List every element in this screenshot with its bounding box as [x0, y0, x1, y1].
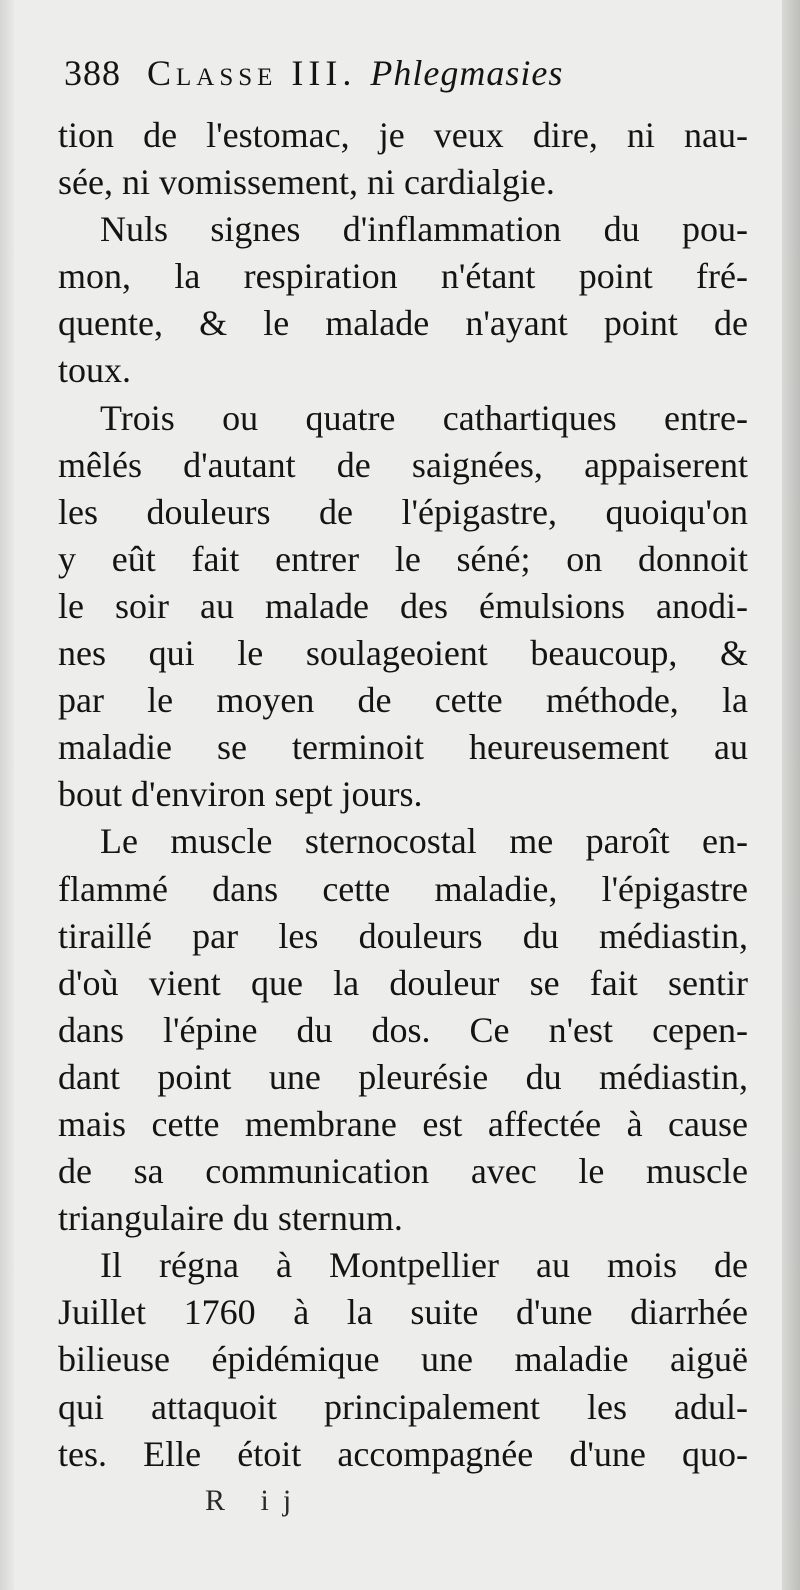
text-line: triangulaire du sternum. — [58, 1198, 403, 1239]
text-line: nes qui le soulageoient beaucoup, & — [58, 633, 748, 674]
text-line: mon, la respiration n'étant point fré- — [58, 256, 748, 297]
text-line: Trois ou quatre cathartiques entre- — [100, 397, 748, 438]
text-line: de sa communication avec le muscle — [58, 1151, 748, 1192]
text-line: Juillet 1760 à la suite d'une diarrhée — [58, 1292, 748, 1333]
text-line: d'où vient que la douleur se fait sentir — [58, 962, 748, 1003]
text-line: y eût fait entrer le séné; on donnoit — [58, 538, 748, 579]
text-line: mais cette membrane est affectée à cause — [58, 1103, 748, 1144]
text-line: le soir au malade des émulsions anodi- — [58, 585, 748, 626]
text-line: Il régna à Montpellier au mois de — [100, 1245, 748, 1286]
text-line: sée, ni vomissement, ni cardialgie. — [58, 162, 555, 203]
text-line: bilieuse épidémique une maladie aiguë — [58, 1339, 748, 1380]
text-line: bout d'environ sept jours. — [58, 774, 423, 815]
body-text — [58, 112, 748, 1478]
page-gutter-shadow — [0, 0, 14, 1590]
text-line: par le moyen de cette méthode, la — [58, 680, 748, 721]
page-edge-shadow — [782, 0, 800, 1590]
text-line: dans l'épine du dos. Ce n'est cepen- — [58, 1009, 748, 1050]
text-line: tes. Elle étoit accompagnée d'une quo- — [58, 1433, 748, 1474]
running-header — [58, 52, 748, 112]
text-line: maladie se terminoit heureusement au — [58, 727, 748, 768]
text-line: flammé dans cette maladie, l'épigastre — [58, 868, 748, 909]
page-number: 388 — [64, 53, 121, 93]
text-line: tion de l'estomac, je veux dire, ni nau- — [58, 115, 748, 155]
text-line: dant point une pleurésie du médiastin, — [58, 1056, 748, 1097]
text-line: Le muscle sternocostal me paroît en- — [100, 821, 748, 862]
text-line: quente, & le malade n'ayant point de — [58, 303, 748, 344]
text-line: les douleurs de l'épigastre, quoiqu'on — [58, 491, 748, 532]
text-line: mêlés d'autant de saignées, appaiserent — [58, 444, 748, 485]
text-line: toux. — [58, 350, 132, 391]
text-line: tiraillé par les douleurs du médiastin, — [58, 915, 748, 956]
text-line: qui attaquoit principalement les adul- — [58, 1386, 748, 1427]
text-line: Nuls signes d'inflammation du pou- — [100, 209, 748, 250]
subject-label: Phlegmasies — [370, 53, 564, 93]
signature-mark: R ij — [205, 1484, 306, 1517]
text-block — [58, 52, 748, 1478]
class-label: Classe III. — [147, 53, 357, 93]
